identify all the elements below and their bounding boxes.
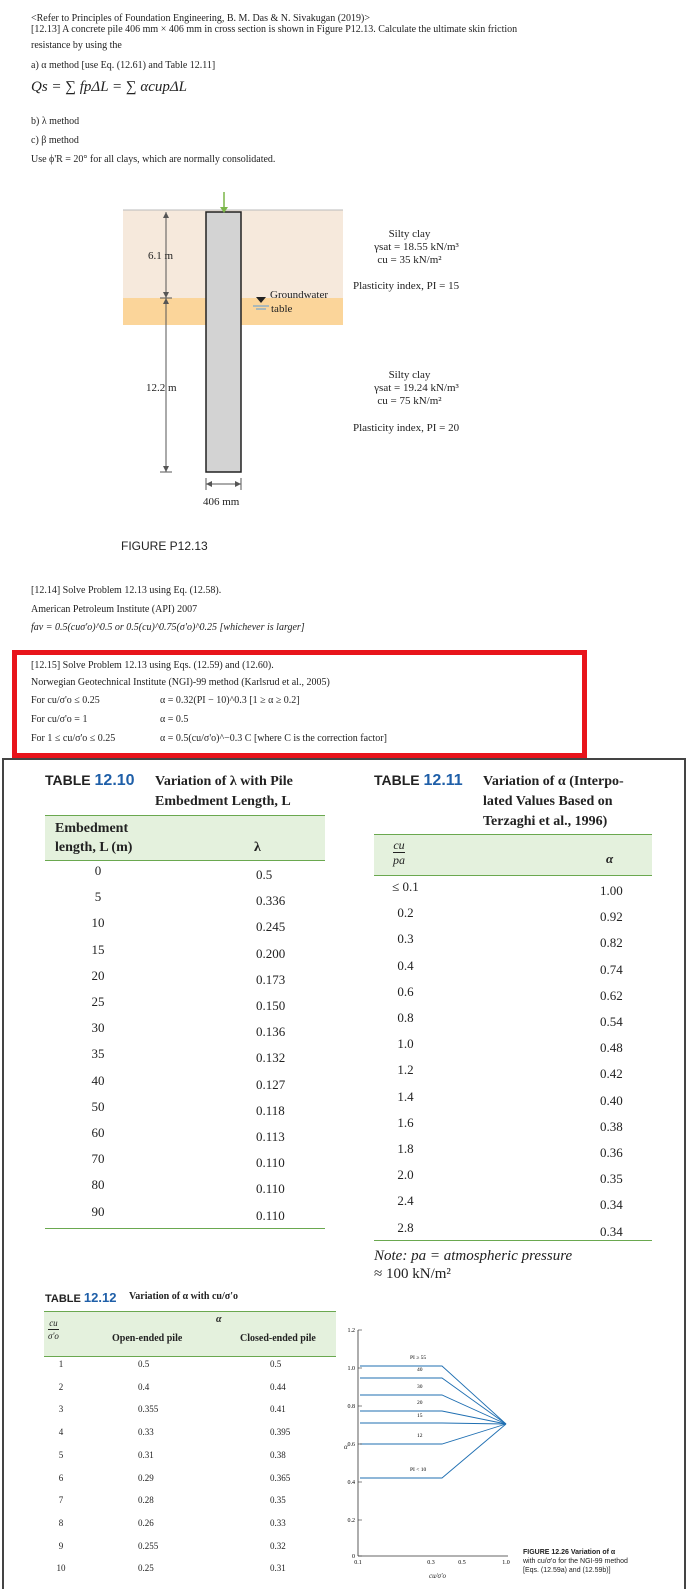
table1210-length-cell: 20	[91, 967, 105, 983]
table1210-length-cell: 40	[91, 1072, 105, 1088]
table1211-word: TABLE	[374, 772, 420, 788]
table1211-cu-pa-cell: 0.8	[397, 1010, 414, 1025]
table1211-col1-head	[393, 838, 405, 867]
problem-1213-line2: resistance by using the	[31, 40, 122, 51]
p1214-line2: American Petroleum Institute (API) 2007	[31, 604, 198, 615]
table1212-alpha: α	[216, 1314, 222, 1325]
fig1226-curve-label: 15	[417, 1413, 423, 1419]
table1211-title	[483, 772, 624, 832]
table1211-note	[374, 1247, 572, 1283]
table1211-alpha-cell: 0.74	[600, 961, 623, 977]
table1210-lambda-cell: 0.110	[256, 1207, 285, 1223]
groundwater-label: Groundwater	[270, 289, 329, 301]
table1211-alpha-cell: 0.40	[600, 1092, 623, 1108]
table1211-cu-pa-cell: 1.8	[397, 1141, 414, 1156]
fig1226-curve-label: 12	[417, 1433, 423, 1439]
p1214-line1: [12.14] Solve Problem 12.13 using Eq. (12.58).	[31, 585, 222, 596]
part-b: b) λ method	[31, 116, 80, 127]
fig1226-caption-2: with cu/σ'o for the NGI-99 method	[523, 1558, 628, 1565]
fig1226-ytick-label: 0.6	[347, 1442, 355, 1448]
p1214-line3: fav = 0.5(cuσ'o)^0.5 or 0.5(cu)^0.75(σ'o)^0.25 [whichever is larger]	[31, 622, 305, 633]
table1212-ratio-cell: 6	[58, 1472, 64, 1483]
table1210-length-cell: 30	[91, 1020, 105, 1036]
table1212-ratio-cell: 2	[58, 1381, 64, 1392]
reference-line: <Refer to Principles of Foundation Engineering, B. M. Das & N. Sivakugan (2019)>	[31, 13, 371, 24]
fig1226-xlabel: cu/σ'o	[429, 1572, 447, 1580]
table1210-lambda-cell: 0.150	[256, 998, 286, 1013]
problem-1213-line1: [12.13] A concrete pile 406 mm × 406 mm in cross section is shown in Figure P12.13. Calculate the ultimate skin friction	[31, 24, 518, 35]
table1211-alpha-cell: 0.54	[600, 1014, 623, 1029]
part-c: c) β method	[31, 135, 79, 146]
layer1-gamma: γsat = 18.55 kN/m³	[374, 241, 459, 253]
table1212-ratio-cell: 1	[58, 1359, 64, 1369]
fig1226-xtick-label: 0.1	[354, 1560, 362, 1566]
p1215-r1a: For cu/σ'o ≤ 0.25	[31, 695, 100, 706]
layer1-cu: cu = 35 kN/m²	[377, 254, 442, 266]
table1210-length-cell: 5	[94, 889, 102, 905]
table1212-ratio-cell: 7	[58, 1495, 64, 1506]
table1212-closed-cell: 0.5	[270, 1359, 282, 1369]
fig1226-ytick-label: 1.0	[347, 1366, 355, 1372]
table1211-cu-pa-cell: 0.3	[397, 931, 414, 947]
table1211-cu-pa-cell: 1.0	[397, 1036, 414, 1052]
layer1-pi: Plasticity index, PI = 15	[353, 280, 460, 292]
table1211-label	[374, 772, 463, 790]
pile	[206, 212, 241, 472]
table1212-col2-head: Open-ended pile	[112, 1333, 183, 1344]
table1211-title-1: Variation of α (Interpo-	[483, 774, 624, 789]
table1211-cu-pa-cell: 1.6	[397, 1114, 414, 1130]
table1210-bottom-rule	[45, 1228, 325, 1229]
dim-upper: 6.1 m	[148, 250, 174, 262]
fig1226-ytick-label: 0.4	[347, 1480, 355, 1486]
table1212-closed-cell: 0.31	[270, 1563, 286, 1574]
table1212-open-cell: 0.355	[138, 1404, 159, 1415]
p1215-r1b: α = 0.32(PI − 10)^0.3 [1 ≥ α ≥ 0.2]	[160, 695, 300, 706]
table1211-alpha-cell: 0.36	[600, 1145, 623, 1160]
table1211-cu-pa-cell: 1.2	[397, 1062, 414, 1078]
table1210-lambda-cell: 0.136	[256, 1024, 286, 1040]
table1212-cu: cu	[49, 1318, 58, 1328]
table1211-cu-pa-cell: 0.4	[397, 957, 414, 973]
fig1226-caption-3: [Eqs. (12.59a) and (12.59b)]	[523, 1567, 611, 1574]
table1210-lambda-cell: 0.127	[256, 1076, 286, 1092]
table1210-lambda-cell: 0.245	[256, 919, 286, 935]
table1212-col3-head: Closed-ended pile	[240, 1333, 316, 1344]
p1215-r2a: For cu/σ'o = 1	[31, 714, 88, 725]
table1212-ratio-cell: 5	[58, 1449, 64, 1460]
table1211-alpha-cell: 0.48	[600, 1040, 623, 1056]
formula: Qs = ∑ fpΔL = ∑ αcupΔL	[31, 79, 188, 95]
table1211-alpha-cell: 0.34	[600, 1223, 623, 1239]
fig1226-caption-1: FIGURE 12.26 Variation of α	[523, 1549, 616, 1556]
table1210-length-cell: 50	[91, 1098, 105, 1114]
table1211-alpha-cell: 0.92	[600, 909, 623, 925]
table1210-col1-line2: length, L (m)	[55, 840, 133, 855]
layer2-gamma: γsat = 19.24 kN/m³	[374, 382, 459, 394]
table1212-ratio-cell: 8	[58, 1517, 64, 1528]
table1212-ratio-cell: 4	[58, 1427, 64, 1438]
table1211-cu: cu	[393, 838, 405, 852]
table1211-title-2: lated Values Based on	[483, 794, 613, 809]
table1212-closed-cell: 0.41	[270, 1404, 286, 1415]
p1215-line1: [12.15] Solve Problem 12.13 using Eqs. (12.59) and (12.60).	[31, 660, 274, 671]
table1211-cu-pa-cell: ≤ 0.1	[392, 879, 419, 894]
table1210-title	[155, 772, 293, 812]
table1212-label	[45, 1290, 116, 1305]
table1210-lambda-cell: 0.200	[256, 945, 286, 961]
table1212-closed-cell: 0.32	[270, 1540, 286, 1551]
figure-1226	[338, 1318, 518, 1588]
table1210-length-cell: 15	[91, 941, 105, 957]
p1215-r3b: α = 0.5(cu/σ'o)^−0.3 C [where C is the correction factor]	[160, 733, 387, 744]
fig1226-curve-label: PI < 10	[410, 1467, 427, 1473]
table1211-number: 12.11	[423, 772, 463, 789]
table1210-lambda-cell: 0.113	[256, 1129, 285, 1144]
layer1-name: Silty clay	[388, 228, 431, 240]
table1210-lambda-cell: 0.336	[256, 893, 286, 909]
table1211-alpha-cell: 0.35	[600, 1171, 623, 1187]
table1210-lambda-cell: 0.173	[256, 971, 286, 987]
table1211-alpha-cell: 0.34	[600, 1197, 623, 1213]
table1211-note-2: ≈ 100 kN/m²	[374, 1266, 451, 1282]
table1210-length-cell: 80	[91, 1177, 105, 1193]
table1211-pa: pa	[393, 853, 405, 867]
figure-caption: FIGURE P12.13	[121, 539, 208, 553]
table1212-ratio-cell: 10	[56, 1563, 66, 1574]
fig1226-xtick-label: 0.5	[458, 1560, 466, 1566]
p1215-line2: Norwegian Geotechnical Institute (NGI)-99 method (Karlsrud et al., 2005)	[31, 677, 330, 688]
table1210-lambda-cell: 0.118	[256, 1102, 285, 1118]
table1211-cu-pa-cell: 2.4	[397, 1193, 414, 1209]
table1211-col2-head: α	[606, 851, 614, 866]
table1211-cu-pa-cell: 1.4	[397, 1088, 414, 1104]
table1211-bottom-rule	[374, 1240, 652, 1241]
table1210-length-cell: 70	[91, 1151, 105, 1167]
fig1226-curve-15	[360, 1423, 506, 1424]
table1210-lambda-cell: 0.132	[256, 1050, 286, 1066]
table1212-closed-cell: 0.35	[270, 1495, 286, 1506]
fig1226-ytick-label: 0.8	[347, 1404, 355, 1410]
fig1226-ytick-label: 1.2	[347, 1328, 355, 1334]
table1211-alpha-cell: 1.00	[600, 883, 623, 898]
p1215-r2b: α = 0.5	[160, 714, 189, 725]
table1212-ratio-cell: 3	[58, 1404, 64, 1415]
layer2-pi: Plasticity index, PI = 20	[353, 422, 460, 434]
table1210-number: 12.10	[94, 772, 135, 789]
table1210-title-2: Embedment Length, L	[155, 794, 291, 809]
layer2-name: Silty clay	[388, 369, 431, 381]
table1212-open-cell: 0.28	[138, 1495, 154, 1506]
table1212-closed-cell: 0.33	[270, 1517, 286, 1528]
table1210-col1-head	[55, 819, 132, 857]
table1212-number: 12.12	[83, 1290, 117, 1305]
fig1226-curve-label: 40	[417, 1367, 423, 1373]
fig1226-curve-12	[360, 1424, 506, 1444]
table1212-word: TABLE	[45, 1293, 81, 1305]
table1210-length-cell: 10	[91, 915, 105, 931]
table-label: table	[271, 303, 293, 315]
table1212-closed-cell: 0.44	[270, 1381, 286, 1392]
p1215-r3a: For 1 ≤ cu/σ'o ≤ 0.25	[31, 733, 116, 744]
fig1226-ytick-label: 0.2	[347, 1518, 355, 1524]
layer2-props	[353, 369, 480, 408]
table1212-open-cell: 0.25	[138, 1563, 154, 1574]
table1212-ratio-cell: 9	[58, 1540, 64, 1551]
table1212-closed-cell: 0.365	[270, 1472, 291, 1483]
table1210-title-1: Variation of λ with Pile	[155, 774, 293, 789]
table1211-cu-pa-cell: 2.8	[397, 1219, 414, 1235]
table1212-col1-head	[48, 1317, 59, 1342]
table1212-open-cell: 0.31	[138, 1449, 154, 1460]
table1212-open-cell: 0.33	[138, 1427, 154, 1438]
table1210-lambda-cell: 0.5	[256, 867, 273, 882]
table1210-length-cell: 35	[91, 1046, 105, 1062]
table1212-closed-cell: 0.38	[270, 1449, 286, 1460]
table1211-alpha-cell: 0.62	[600, 987, 623, 1003]
part-a: a) α method [use Eq. (12.61) and Table 12.11]	[31, 60, 216, 71]
table1210-word: TABLE	[45, 772, 91, 788]
table1212-open-cell: 0.29	[138, 1472, 154, 1483]
fig1226-ylabel: α	[344, 1443, 348, 1451]
figure-p1213	[0, 180, 694, 560]
table1210-length-cell: 60	[91, 1125, 105, 1140]
table1212-open-cell: 0.255	[138, 1540, 159, 1551]
table1211-alpha-cell: 0.82	[600, 935, 623, 951]
table1211-cu-pa-cell: 2.0	[397, 1167, 414, 1183]
clay-note: Use ϕ'R = 20° for all clays, which are normally consolidated.	[31, 154, 276, 165]
table1212-open-cell: 0.5	[138, 1359, 150, 1369]
fig1226-xtick-label: 0.3	[427, 1560, 435, 1566]
table1210-length-cell: 25	[91, 994, 105, 1009]
fig1226-ytick-label: 0	[352, 1554, 355, 1560]
table1212-open-cell: 0.4	[138, 1381, 150, 1392]
table1211-note-1: Note: pa = atmospheric pressure	[374, 1248, 573, 1264]
table1212-sigma: σ'o	[48, 1331, 59, 1341]
table1212-open-cell: 0.26	[138, 1517, 154, 1528]
table1210-col1-line1: Embedment	[55, 821, 129, 836]
fig1226-curve-pi10	[360, 1424, 506, 1478]
fig1226-curve-40	[360, 1378, 506, 1424]
dim-lower: 12.2 m	[146, 382, 177, 394]
table1211-cu-pa-cell: 0.6	[397, 983, 414, 999]
layer1-props	[353, 228, 480, 267]
layer2-cu: cu = 75 kN/m²	[377, 395, 442, 407]
fig1226-curve-20	[360, 1411, 506, 1424]
table1210-lambda-cell: 0.110	[256, 1181, 285, 1197]
fig1226-caption	[523, 1548, 628, 1575]
table1211-cu-pa-cell: 0.2	[397, 905, 414, 921]
table1210-lambda-cell: 0.110	[256, 1155, 285, 1171]
table1212-closed-cell: 0.395	[270, 1427, 291, 1438]
table1212-title: Variation of α with cu/σ'o	[129, 1291, 238, 1302]
table1210-col2-head: λ	[254, 840, 261, 855]
fig1226-curve-label: 30	[417, 1384, 423, 1390]
table1210-length-cell: 0	[94, 863, 102, 878]
pile-width: 406 mm	[203, 496, 240, 508]
fig1226-curve-label: PI ≥ 55	[410, 1355, 427, 1361]
table1211-alpha-cell: 0.38	[600, 1118, 623, 1134]
table1211-alpha-cell: 0.42	[600, 1066, 623, 1082]
fig1226-xtick-label: 1.0	[502, 1560, 510, 1566]
table1211-title-3: Terzaghi et al., 1996)	[483, 814, 608, 829]
table1210-label	[45, 772, 135, 790]
fig1226-curve-label: 20	[417, 1400, 423, 1406]
table1210-length-cell: 90	[91, 1203, 105, 1219]
